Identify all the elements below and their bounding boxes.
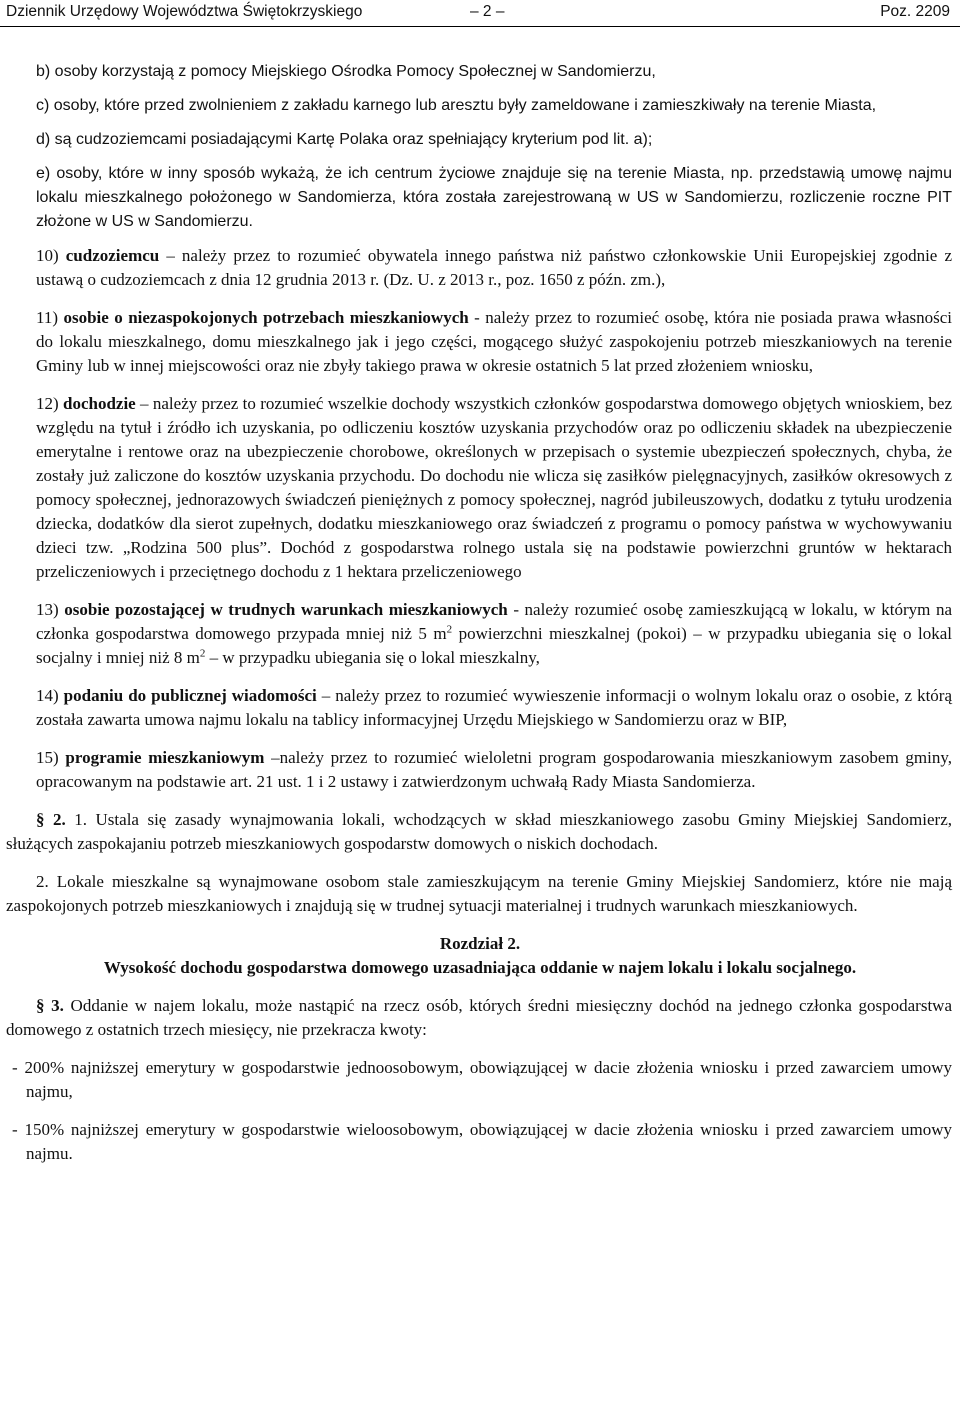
page-number: – 2 – (470, 3, 505, 20)
definition-number: 14) (36, 686, 59, 705)
income-limit-single: - 200% najniższej emerytury w gospodarstwie jednoosobowym, obowiązującej w dacie złożenia wniosku i przed zawarciem umowy najmu, (12, 1058, 952, 1101)
definition-12 (0, 392, 960, 584)
definition-number: 11) (36, 308, 59, 327)
definition-15 (0, 746, 960, 794)
superscript: 2 (446, 623, 453, 636)
definition-text: – należy przez to rozumieć wszelkie dochody wszystkich członków gospodarstwa domowego objętych wnioskiem, bez względu na tytuł i źródło ich uzyskania, po odliczeniu kosztów uzyskania przychodów oraz po odliczeniu składek na ubezpieczenie emerytalne i rentowe oraz na ubezpieczenie chorobowe, określonych w przepisach o systemie ubezpieczeń społecznych, chyba, że zostały już zaliczone do kosztów uzyskania przychodu. Do dochodu nie wlicza się zasiłków pielęgnacyjnych, zasiłków okresowych z pomocy społecznej, jednorazowych świadczeń pieniężnych z pomocy społecznej, nagród jubileuszowych, dodatku z tytułu urodzenia dziecka, dodatków dla sierot zupełnych, dodatku mieszkaniowego oraz świadczeń z programu o pomocy państwa w wychowywaniu dzieci tzw. „Rodzina 500 plus”. Dochód z gospodarstwa rolnego ustala się na podstawie powierzchni gruntów w hektarach przeliczeniowych i przeciętnego dochodu z 1 hektara przeliczeniowego (36, 394, 953, 581)
chapter-title: Rozdział 2. (439, 934, 521, 953)
item-d: d) są cudzoziemcami posiadającymi Kartę Polaka oraz spełniający kryterium pod lit. a); (36, 131, 653, 148)
position-number: Poz. 2209 (880, 3, 950, 20)
document-body (0, 60, 960, 1166)
definition-term: programie mieszkaniowym (65, 748, 265, 767)
definition-text: – w przypadku ubiegania się o lokal mieszkalny, (205, 648, 540, 667)
definition-13 (0, 598, 960, 670)
header-rule (0, 26, 960, 27)
paragraph-2-section-2: 2. Lokale mieszkalne są wynajmowane osobom stale zamieszkującym na terenie Gminy Miejskiej Sandomierz, które nie mają zaspokojonych potrzeb mieszkaniowych i znajdują się w trudnej sytuacji materialnej i trudnych warunkach mieszkaniowych. (6, 872, 952, 915)
chapter-subtitle: Wysokość dochodu gospodarstwa domowego uzasadniająca oddanie w najem lokalu i lokalu socjalnego. (103, 958, 857, 977)
definition-number: 15) (36, 748, 59, 767)
journal-title: Dziennik Urzędowy Województwa Świętokrzyskiego (6, 3, 363, 20)
definition-term: dochodzie (63, 394, 136, 413)
definition-text: - należy rozumieć osobę zamieszkującą w lokalu, w którym na członka gospodarstwa domowego przypada mniej niż 5 m (36, 600, 953, 643)
paragraph-3 (0, 994, 960, 1042)
item-c: c) osoby, które przed zwolnieniem z zakładu karnego lub aresztu były zameldowane i zamieszkiwały na terenie Miasta, (36, 97, 877, 114)
definition-11 (0, 306, 960, 378)
superscript: 2 (199, 647, 206, 660)
definition-term: osobie o niezaspokojonych potrzebach mieszkaniowych (63, 308, 469, 327)
definition-text: – należy przez to rozumieć wywieszenie informacji o wolnym lokalu oraz o osobie, z którą została zawarta umowa najmu lokalu na tablicy informacyjnej Urzędu Miejskiego w Sandomierzu oraz w BIP, (36, 686, 953, 729)
paragraph-mark: § 3. (36, 996, 64, 1015)
definition-term: podaniu do publicznej wiadomości (63, 686, 317, 705)
item-e: e) osoby, które w inny sposób wykażą, że ich centrum życiowe znajduje się na terenie Miasta, np. przedstawią umowę najmu lokalu mieszkalnego położonego w Sandomierza, która została zarejestrowaną w US w Sandomierzu, rozliczenie roczne PIT złożone w US w Sandomierzu. (36, 165, 952, 230)
income-limit-multi: - 150% najniższej emerytury w gospodarstwie wieloosobowym, obowiązującej w dacie złożenia wniosku i przed zawarciem umowy najmu. (12, 1120, 952, 1163)
definition-text: – należy przez to rozumieć obywatela innego państwa niż państwo członkowskie Unii Europejskiej zgodnie z ustawą o cudzoziemcach z dnia 12 grudnia 2013 r. (Dz. U. z 2013 r., poz. 1650 z późn. zm.), (36, 246, 952, 289)
item-b: b) osoby korzystają z pomocy Miejskiego Ośrodka Pomocy Społecznej w Sandomierzu, (36, 63, 656, 80)
definition-text: - należy przez to rozumieć osobę, która nie posiada prawa własności do lokalu mieszkalnego, domu mieszkalnego jak i jego części, mogącego służyć zaspokojeniu potrzeb mieszkaniowych na terenie Gminy lub w innej miejscowości oraz nie zbyły takiego prawa w okresie ostatnich 5 lat przed złożeniem wniosku, (36, 308, 952, 375)
paragraph-mark: § 2. (36, 810, 66, 829)
definition-term: osobie pozostającej w trudnych warunkach mieszkaniowych (64, 600, 508, 619)
definition-number: 12) (36, 394, 59, 413)
definition-term: cudzoziemcu (65, 246, 160, 265)
paragraph-2-section-1 (0, 808, 960, 856)
page-header (0, 0, 960, 26)
definition-14 (0, 684, 960, 732)
definition-text: –należy przez to rozumieć wieloletni program gospodarowania mieszkaniowym zasobem gminy, opracowanym na podstawie art. 21 ust. 1 i 2 ustawy i zatwierdzonym uchwałą Rady Miasta Sandomierza. (36, 748, 952, 791)
definition-number: 13) (36, 600, 59, 619)
definition-number: 10) (36, 246, 59, 265)
definition-text: powierzchni mieszkalnej (pokoi) – w przypadku ubiegania się o lokal socjalny i mniej niż 8 m (36, 624, 952, 667)
definition-10 (0, 244, 960, 292)
paragraph-text: Oddanie w najem lokalu, może nastąpić na rzecz osób, których średni miesięczny dochód na jednego członka gospodarstwa domowego z ostatnich trzech miesięcy, nie przekracza kwoty: (6, 996, 953, 1039)
paragraph-text: 1. Ustala się zasady wynajmowania lokali, wchodzących w skład mieszkaniowego zasobu Gminy Miejskiej Sandomierz, służących zaspokajaniu potrzeb mieszkaniowych gospodarstw domowych o niskich dochodach. (6, 810, 952, 853)
